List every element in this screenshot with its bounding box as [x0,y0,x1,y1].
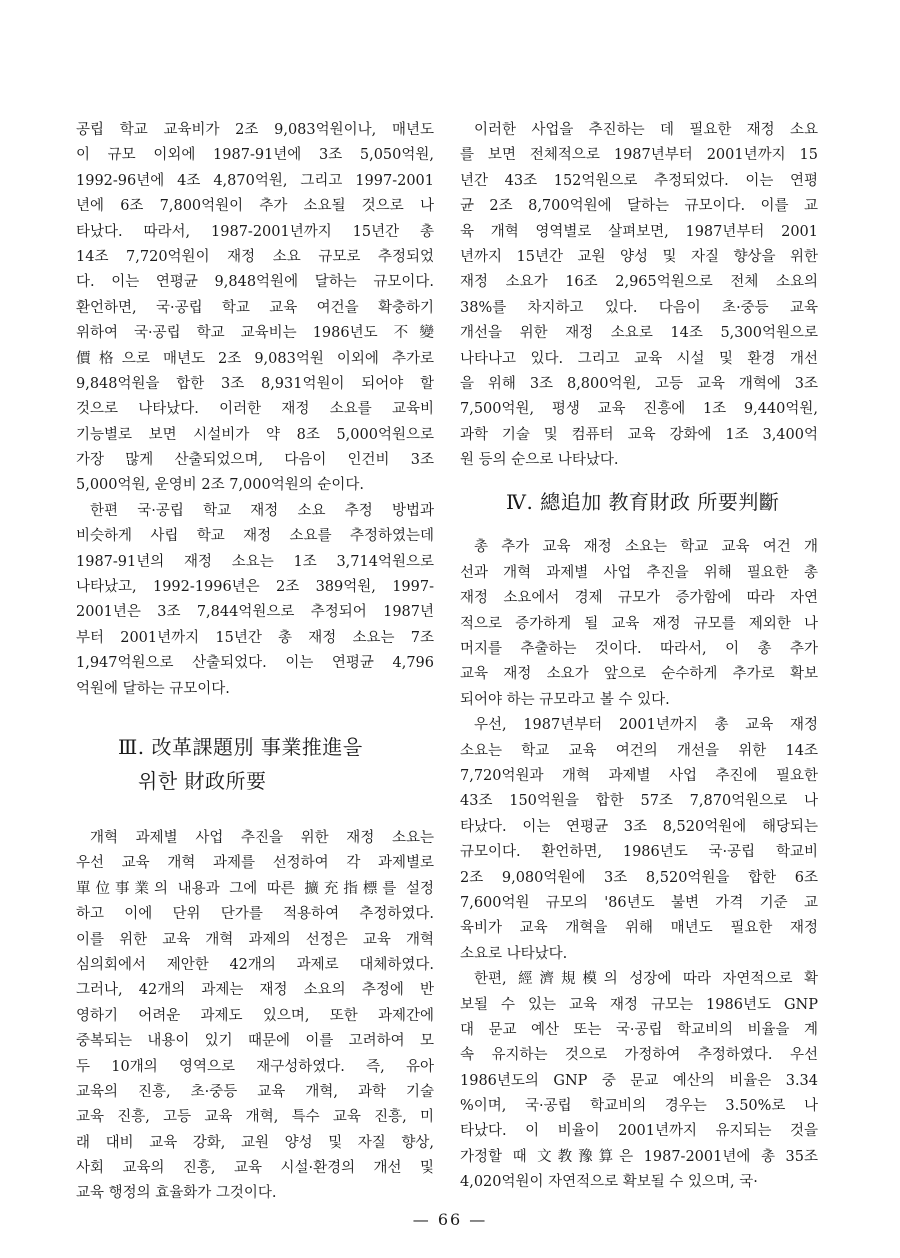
text-line: 위하여 국·공립 학교 교육비는 1986년도 不變 [76,325,434,342]
text-line: 5,000억원, 운영비 2조 7,000억원의 순이다. [76,477,364,494]
text-line: 대 문교 예산 또는 국·공립 학교비의 비율을 계 [460,1021,818,1038]
text-line: 영하기 어려운 과제도 있으며, 또한 과제간에 [76,1007,434,1024]
text-line: 래 대비 교육 강화, 교원 양성 및 자질 향상, [76,1134,434,1151]
text-line: 14조 7,720억원이 재정 소요 규모로 추정되었 [76,248,434,265]
text-line: 비슷하게 사립 학교 재정 소요를 추정하였는데 [76,528,434,545]
section-heading-4: Ⅳ. 總追加 教育財政 所要判斷 [506,490,780,515]
text-line: 과학 기술 및 컴퓨터 교육 강화에 1조 3,400억 [460,426,818,443]
text-line: 가정할 때 文教豫算은 1987-2001년에 총 35조 [460,1148,818,1165]
text-line: 7,720억원과 개혁 과제별 사업 추진에 필요한 [460,767,818,784]
text-line: 나타났고, 1992-1996년은 2조 389억원, 1997- [76,579,434,596]
text-line: 38%를 차지하고 있다. 다음이 초·중등 교육 [460,299,818,316]
text-line: 한편 국·공립 학교 재정 소요 추정 방법과 [90,502,434,519]
right-paragraph-1 [460,118,818,473]
text-line: 규모이다. 환언하면, 1986년도 국·공립 학교비 [460,844,818,861]
text-line: 개선을 위한 재정 소요로 14조 5,300억원으로 [460,325,818,342]
text-line: 1,947억원으로 산출되었다. 이는 연평균 4,796 [76,655,434,672]
text-line: 보될 수 있는 교육 재정 규모는 1986년도 GNP [460,996,818,1013]
text-line: 심의회에서 제안한 42개의 과제로 대체하였다. [76,956,434,973]
text-line: %이며, 국·공립 학교비의 경우는 3.50%로 나 [460,1098,818,1115]
text-line: 환언하면, 국·공립 학교 교육 여건을 확충하기 [76,299,434,316]
right-paragraph-3 [460,713,818,967]
text-line: 억원에 달하는 규모이다. [76,680,230,697]
text-line: 년간 43조 152억원으로 추정되었다. 이는 연평 [460,172,818,189]
text-line: 총 추가 교육 재정 소요는 학교 교육 여건 개 [474,539,818,556]
text-line: 육비가 교육 개혁을 위해 매년도 필요한 재정 [460,920,818,937]
text-line: 소요로 나타났다. [460,945,568,962]
text-line: 부터 2001년까지 15년간 총 재정 소요는 7조 [76,629,434,646]
text-line: 소요는 학교 교육 여건의 개선을 위한 14조 [460,742,818,759]
section-heading-3-line-2: 위한 財政所要 [138,768,267,793]
text-line: 년에 6조 7,800억원이 추가 소요될 것으로 나 [76,198,434,215]
text-line: 적으로 증가하게 될 교육 재정 규모를 제외한 나 [460,615,818,632]
text-line: 기능별로 보면 시설비가 약 8조 5,000억원으로 [76,426,434,443]
text-line: 을 위해 3조 8,800억원, 고등 교육 개혁에 3조 [460,375,818,392]
text-line: 사회 교육의 진흥, 교육 시설·환경의 개선 및 [76,1160,434,1177]
text-line: 이 규모 이외에 1987-91년에 3조 5,050억원, [76,147,434,164]
right-paragraph-2 [460,535,818,713]
left-column [76,118,434,1207]
text-line: 되어야 하는 규모라고 볼 수 있다. [460,691,670,708]
left-paragraph-1 [76,118,434,499]
text-line: 교육 행정의 효율화가 그것이다. [76,1185,277,1202]
text-line: 1987-91년의 재정 소요는 1조 3,714억원으로 [76,553,434,570]
text-line: 재정 소요가 16조 2,965억원으로 전체 소요의 [460,274,818,291]
text-line: 나타나고 있다. 그리고 교육 시설 및 환경 개선 [460,350,818,367]
text-line: 년까지 15년간 교원 양성 및 자질 향상을 위한 [460,248,818,265]
text-line: 4,020억원이 자연적으로 확보될 수 있으며, 국· [460,1174,758,1191]
right-column [460,118,818,1196]
text-line: 머지를 추출하는 것이다. 따라서, 이 총 추가 [460,641,818,658]
text-line: 를 보면 전체적으로 1987년부터 2001년까지 15 [460,147,818,164]
text-line: 다. 이는 연평균 9,848억원에 달하는 규모이다. [76,274,434,291]
text-line: 7,500억원, 평생 교육 진흥에 1조 9,440억원, [460,401,818,418]
text-line: 우선, 1987년부터 2001년까지 총 교육 재정 [474,717,818,734]
left-paragraph-2 [76,499,434,702]
text-line: 한편, 經濟規模의 성장에 따라 자연적으로 확 [474,971,818,988]
text-line: 교육 진흥, 고등 교육 개혁, 특수 교육 진흥, 미 [76,1109,434,1126]
right-paragraph-4 [460,967,818,1196]
text-line: 원 등의 순으로 나타났다. [460,452,619,469]
text-line: 그러나, 42개의 과제는 재정 소요의 추정에 반 [76,982,434,999]
text-line: 우선 교육 개혁 과제를 선정하여 각 과제별로 [76,855,434,872]
text-line: 공립 학교 교육비가 2조 9,083억원이나, 매년도 [76,122,434,138]
text-line: 2조 9,080억원에 3조 8,520억원을 합한 6조 [460,869,818,886]
text-line: 7,600억원 규모의 '86년도 불변 가격 기준 교 [460,894,818,911]
text-line: 單位事業의 내용과 그에 따른 擴充指標를 설정 [76,880,434,897]
text-line: 타났다. 따라서, 1987-2001년까지 15년간 총 [76,223,434,240]
text-line: 價格으로 매년도 2조 9,083억원 이외에 추가로 [76,350,434,367]
text-line: 9,848억원을 합한 3조 8,931억원이 되어야 할 [76,375,434,392]
text-line: 중복되는 내용이 있기 때문에 이를 고려하여 모 [76,1033,434,1050]
text-line: 1986년도의 GNP 중 문교 예산의 비율은 3.34 [460,1072,818,1089]
text-line: 육 개혁 영역별로 살펴보면, 1987년부터 2001 [460,223,818,240]
text-line: 이러한 사업을 추진하는 데 필요한 재정 소요 [474,122,818,138]
section-heading-3-line-1: Ⅲ. 改革課題別 事業推進을 [118,734,363,759]
text-line: 교육 재정 소요가 앞으로 순수하게 추가로 확보 [460,666,818,683]
text-line: 두 10개의 영역으로 재구성하였다. 즉, 유아 [76,1058,434,1075]
text-line: 가장 많게 산출되었으며, 다음이 인건비 3조 [76,452,434,469]
text-line: 교육의 진흥, 초·중등 교육 개혁, 과학 기술 [76,1083,434,1100]
text-line: 것으로 나타났다. 이러한 재정 소요를 교육비 [76,401,434,418]
text-line: 선과 개혁 과제별 사업 추진을 위해 필요한 총 [460,564,818,581]
text-line: 43조 150억원을 합한 57조 7,870억원으로 나 [460,793,818,810]
text-line: 타났다. 이 비율이 2001년까지 유지되는 것을 [460,1123,818,1140]
text-line: 하고 이에 단위 단가를 적용하여 추정하였다. [76,906,434,923]
left-paragraph-3 [76,826,434,1207]
text-line: 개혁 과제별 사업 추진을 위한 재정 소요는 [90,829,434,846]
text-line: 이를 위한 교육 개혁 과제의 선정은 교육 개혁 [76,931,434,948]
text-line: 재정 소요에서 경제 규모가 증가함에 따라 자연 [460,590,818,607]
text-line: 타났다. 이는 연평균 3조 8,520억원에 해당되는 [460,818,818,835]
text-line: 균 2조 8,700억원에 달하는 규모이다. 이를 교 [460,198,818,215]
text-line: 속 유지하는 것으로 가정하여 추정하였다. 우선 [460,1047,818,1064]
page-number: — 66 — [412,1210,488,1229]
text-line: 1992-96년에 4조 4,870억원, 그리고 1997-2001 [76,172,434,189]
text-line: 2001년은 3조 7,844억원으로 추정되어 1987년 [76,604,434,621]
